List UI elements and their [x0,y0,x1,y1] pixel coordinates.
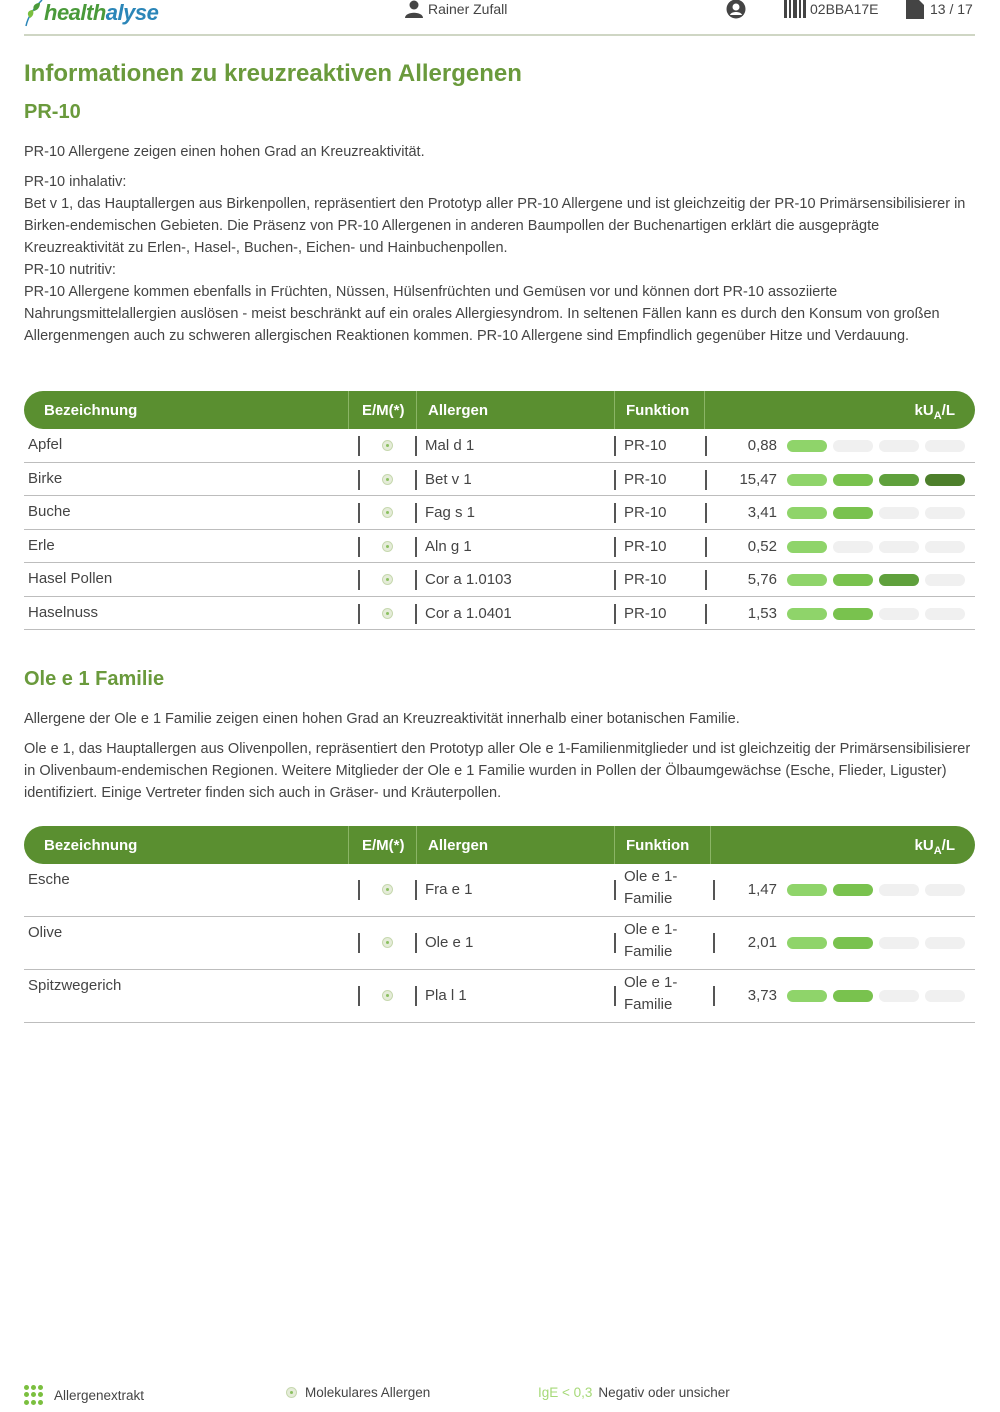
level-bar [833,574,873,586]
row-allergen: Ole e 1 [425,934,474,951]
row-function [624,919,677,963]
legend-negative [538,1385,730,1400]
row-function-line: Ole e 1- [624,868,678,885]
level-bar [925,884,965,896]
level-bar [833,990,873,1002]
header-em: E/M(*) [362,402,405,419]
level-bars [787,440,965,452]
column-divider [358,503,360,523]
logo [24,0,158,30]
pr10-nutri-text: PR-10 Allergene kommen ebenfalls in Früchten, Nüssen, Hülsenfrüchten und Gemüsen vor und können dort PR-10 assoziierte Nahrungsmittelallergien auslösen - meist beschränkt auf ein orales Allergiesyndrom. In seltenen Fällen kann es durch den Konsum von großen Allergenmengen auch zu schweren allergischen Reaktionen kommen. PR-10 Allergene sind Empfindlich gegenüber Hitze und Verdauung. [24,284,940,344]
ole-allergen-table [24,826,975,1023]
row-function-line: Ole e 1- [624,974,678,991]
molecular-dot-icon [382,574,393,585]
ole-intro: Allergene der Ole e 1 Familie zeigen einen hohen Grad an Kreuzreaktivität innerhalb einer botanischen Familie. [24,711,740,727]
document-icon [906,0,924,19]
table-row [24,429,975,463]
legend-molecular [286,1385,430,1400]
row-name: Spitzwegerich [28,977,122,994]
column-divider [358,570,360,590]
column-divider [358,537,360,557]
pr10-nutri-label: PR-10 nutritiv: [24,262,116,278]
section-title-pr10: PR-10 [24,101,81,123]
column-divider [358,470,360,490]
level-bar [787,507,827,519]
column-divider [705,470,707,490]
page-number-text: 13 / 17 [930,1,973,17]
column-divider [705,503,707,523]
table-row [24,563,975,597]
row-value: 1,53 [747,604,777,622]
level-bar [925,474,965,486]
logo-text-part2: alyse [105,0,159,25]
column-divider [415,880,417,900]
level-bars [787,608,965,620]
row-name: Apfel [28,436,63,453]
column-divider [705,537,707,557]
logo-text-part1: health [44,0,106,25]
level-bar [879,440,919,452]
level-bar [925,937,965,949]
row-value: 2,01 [747,934,777,951]
patient-name [404,0,507,18]
column-divider [713,933,715,953]
dot-grid-icon [24,1385,44,1405]
column-divider [614,503,616,523]
sample-barcode [784,0,879,18]
row-value: 1,47 [747,881,777,898]
level-bars [787,574,965,586]
column-divider [614,470,616,490]
row-name: Hasel Pollen [28,570,113,587]
column-divider [415,570,417,590]
barcode-icon [784,0,806,18]
molecular-dot-icon [382,440,393,451]
row-value: 15,47 [739,470,777,488]
level-bar [787,937,827,949]
column-divider [358,880,360,900]
row-allergen: Cor a 1.0401 [425,604,512,622]
row-function: PR-10 [624,537,667,555]
level-bars [787,474,965,486]
column-divider [415,604,417,624]
row-function-line: Familie [624,890,673,907]
header-name: Bezeichnung [44,837,138,854]
level-bar [787,474,827,486]
header-allergen: Allergen [428,402,489,419]
column-divider [614,537,616,557]
molecular-dot-icon [382,990,393,1001]
header-divider [614,826,615,864]
legend-ige-threshold: IgE < 0,3 [538,1385,593,1400]
row-function [624,972,677,1016]
level-bar [833,474,873,486]
level-bar [879,507,919,519]
column-divider [614,604,616,624]
row-name: Haselnuss [28,603,99,621]
row-allergen: Fra e 1 [425,881,473,898]
header-divider [710,826,711,864]
level-bars [787,937,965,949]
row-name: Esche [28,871,70,888]
row-name: Erle [28,536,55,554]
table-row [24,864,975,917]
column-divider [614,436,616,456]
level-bar [879,608,919,620]
level-bar [879,474,919,486]
column-divider [614,986,616,1006]
column-divider [705,570,707,590]
row-function-line: Ole e 1- [624,921,678,938]
table-row [24,597,975,631]
level-bar [833,884,873,896]
row-allergen: Bet v 1 [425,470,472,488]
header-divider [416,391,417,429]
row-name: Olive [28,924,63,941]
legend-extract [24,1385,144,1405]
row-value: 0,52 [747,537,777,555]
row-function [624,866,677,910]
column-divider [713,986,715,1006]
level-bar [925,574,965,586]
header-name: Bezeichnung [44,402,138,419]
level-bar [879,937,919,949]
table-header [24,826,975,864]
account-circle-icon [726,0,746,18]
column-divider [705,436,707,456]
level-bar [833,541,873,553]
row-allergen: Fag s 1 [425,504,476,521]
level-bar [925,440,965,452]
leaf-logo-icon [24,0,44,28]
row-function: PR-10 [624,470,667,488]
column-divider [415,537,417,557]
column-divider [358,436,360,456]
header-function: Funktion [626,402,690,419]
row-allergen: Cor a 1.0103 [425,571,512,588]
page-header [24,0,975,36]
level-bar [787,541,827,553]
table-row [24,496,975,530]
molecular-dot-icon [382,541,393,552]
level-bars [787,884,965,896]
column-divider [614,933,616,953]
row-value: 3,41 [747,504,777,521]
level-bar [879,884,919,896]
table-row [24,463,975,497]
legend-negative-label: Negativ oder unsicher [598,1385,730,1400]
pr10-inhal-label: PR-10 inhalativ: [24,174,127,190]
barcode-text: 02BBA17E [810,1,879,17]
page-number [906,0,973,18]
header-allergen: Allergen [428,837,489,854]
column-divider [415,470,417,490]
molecular-dot-icon [382,608,393,619]
pr10-inhal-text: Bet v 1, das Hauptallergen aus Birkenpollen, repräsentiert den Prototyp aller PR-10 Allergene und ist gleichzeitig der PR-10 Primärsensibilisierer in Birken-endemischen Gebieten. Die Präsenz von PR-10 Allergenen in anderen Baumpollen der Buchenartigen erklärt die ausgeprägte Kreuzreaktivität zu Erlen-, Hasel-, Buchen-, Eichen- und Hainbuchenpollen. [24,196,966,256]
level-bar [925,507,965,519]
row-allergen: Mal d 1 [425,437,475,454]
row-value: 0,88 [747,437,777,454]
pr10-allergen-table [24,391,975,630]
level-bar [787,440,827,452]
column-divider [415,933,417,953]
column-divider [358,933,360,953]
row-name: Birke [28,469,63,487]
header-divider [614,391,615,429]
header-function: Funktion [626,837,690,854]
legend-extract-label: Allergenextrakt [54,1387,145,1403]
level-bar [833,507,873,519]
molecular-dot-icon [286,1387,297,1398]
row-function: PR-10 [624,504,667,521]
level-bar [787,608,827,620]
column-divider [415,503,417,523]
level-bar [833,440,873,452]
row-function-line: Familie [624,996,673,1013]
row-allergen: Aln g 1 [425,537,472,555]
header-unit: $kU_A/L$ [914,837,955,857]
legend-molecular-label: Molekulares Allergen [305,1385,431,1400]
level-bar [879,990,919,1002]
table-row [24,917,975,970]
table-body [24,864,975,1023]
header-em: E/M(*) [362,837,405,854]
row-value: 3,73 [747,987,777,1004]
header-divider [348,826,349,864]
column-divider [358,604,360,624]
molecular-dot-icon [382,507,393,518]
molecular-dot-icon [382,474,393,485]
column-divider [614,880,616,900]
logo-text [44,0,158,26]
level-bars [787,541,965,553]
row-function: PR-10 [624,571,667,588]
level-bar [925,990,965,1002]
header-divider [348,391,349,429]
ole-text: Ole e 1, das Hauptallergen aus Olivenpollen, repräsentiert den Prototyp aller Ole e 1-Familienmitglieder und ist gleichzeitig der Primärsensibilisierer in Olivenbaum-endemischen Regionen. Weitere Mitglieder der Ole e 1 Familie wurden in Pollen der Ölbaumgewächse (Esche, Flieder, Liguster) identifiziert. Einige Vertreter finden sich auch in Gräser- und Kräuterpollen. [24,741,971,801]
row-function: PR-10 [624,604,667,622]
row-allergen: Pla l 1 [425,987,467,1004]
row-name: Buche [28,503,71,520]
table-header [24,391,975,429]
user-icon [404,0,424,18]
header-divider [704,391,705,429]
table-row [24,970,975,1023]
row-function: PR-10 [624,437,667,454]
section-title-ole: Ole e 1 Familie [24,668,165,690]
level-bars [787,507,965,519]
column-divider [415,436,417,456]
page-title: Informationen zu kreuzreaktiven Allergenen [24,60,522,87]
molecular-dot-icon [382,937,393,948]
patient-name-text: Rainer Zufall [428,1,508,17]
level-bar [787,884,827,896]
level-bar [787,574,827,586]
row-value: 5,76 [747,571,777,588]
column-divider [614,570,616,590]
level-bar [879,541,919,553]
molecular-dot-icon [382,884,393,895]
level-bar [833,608,873,620]
level-bar [925,541,965,553]
column-divider [713,880,715,900]
column-divider [415,986,417,1006]
column-divider [705,604,707,624]
table-body [24,429,975,630]
level-bars [787,990,965,1002]
pr10-intro: PR-10 Allergene zeigen einen hohen Grad an Kreuzreaktivität. [24,144,425,160]
column-divider [358,986,360,1006]
level-bar [787,990,827,1002]
level-bar [925,608,965,620]
row-function-line: Familie [624,943,673,960]
level-bar [833,937,873,949]
header-unit: $kU_A/L$ [914,402,955,422]
level-bar [879,574,919,586]
header-divider [416,826,417,864]
table-row [24,530,975,564]
